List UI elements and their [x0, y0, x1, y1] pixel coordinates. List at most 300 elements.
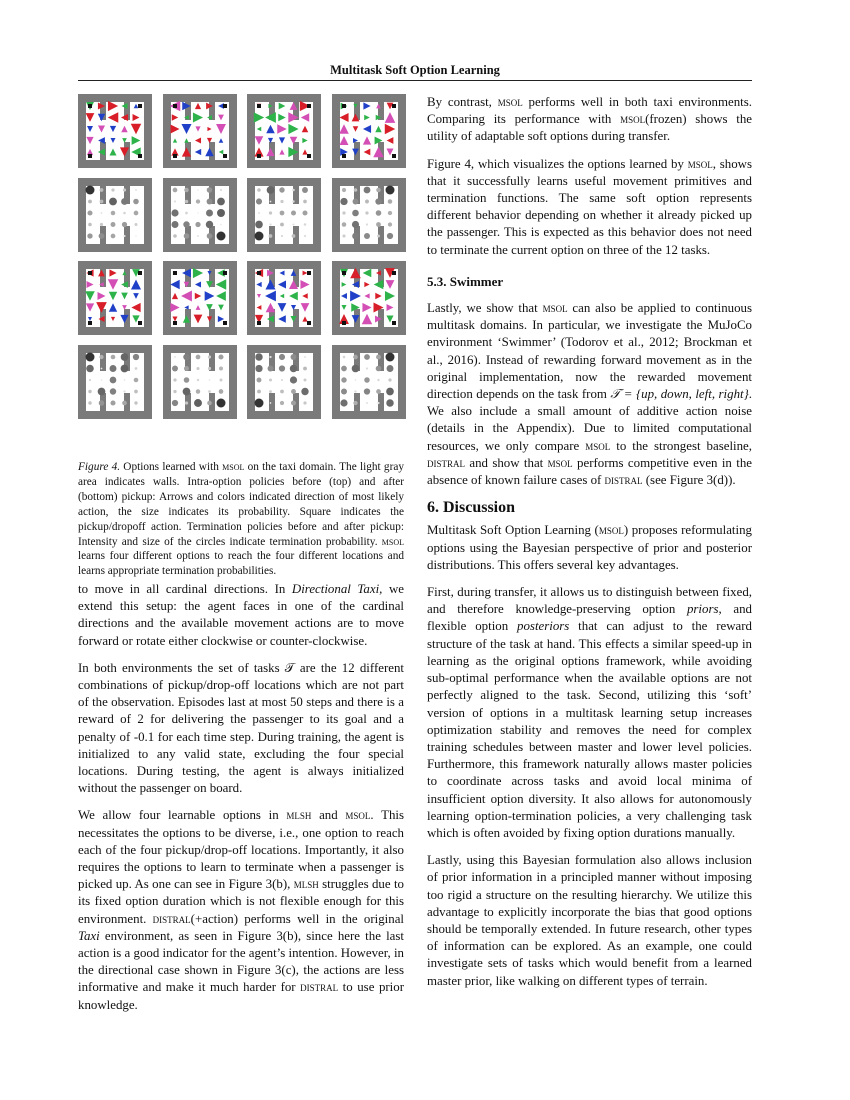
termination-circle [255, 220, 263, 228]
text: ) proposes reformulating options using the Bayesian perspective of prior and posterior distributions. This offers several key advantages. [427, 523, 752, 572]
termination-circle [365, 211, 368, 214]
termination-circle [173, 234, 177, 238]
right-column [427, 94, 752, 1000]
termination-circle [87, 210, 92, 215]
caption-msol: msol [222, 461, 245, 473]
paragraph [427, 522, 752, 574]
termination-circle [387, 199, 392, 204]
text: that can adjust to the reward structure of the task at hand. This effects a similar speed-up in learning as the original options framework, while avoiding sub-optimal performance when the available options are not perfectly aligned to the task. Second, utilizing this ‘soft’ version of options in a multitask learning setup increases optimization stability and removes the need for complex training schedules between master and lower level policies. Furthermore, this framework naturally allows master policies to coordinate across tasks and avoid local minima of insufficient option diversity. It also allows for autonomously learning option-termination policies, a very challenging task which is often avoided by fixing option durations manually. [427, 619, 753, 840]
termination-circle [341, 377, 346, 382]
termination-circle [279, 187, 284, 192]
termination-circle [269, 378, 272, 381]
termination-circle [363, 186, 370, 193]
termination-circle [291, 354, 297, 360]
termination-circle [376, 354, 381, 359]
termination-circle [184, 199, 188, 203]
termination-circle [174, 356, 176, 358]
termination-circle [292, 200, 294, 202]
termination-circle [86, 364, 94, 372]
paragraph [427, 94, 752, 146]
termination-circle [216, 231, 225, 240]
termination-circle [280, 400, 284, 404]
text: (frozen) shows the utility of adaptable soft options during transfer. [427, 112, 752, 144]
termination-circle [290, 376, 297, 383]
termination-circle [388, 378, 391, 381]
termination-circle [171, 399, 177, 405]
termination-circle [99, 354, 103, 358]
termination-circle [280, 222, 284, 226]
text: environment, as seen in Figure 3(b), since here the last action is a good indicator for the agent’s intention. However, in the directional case shown in Figure 3(c), the actions are less informative and make it much harder for [78, 928, 404, 995]
termination-circle [99, 400, 105, 406]
pickup-square [88, 321, 92, 325]
termination-circle [340, 197, 347, 204]
termination-circle [109, 197, 117, 205]
msol: msol [345, 808, 371, 823]
distral: distral [152, 911, 191, 926]
taxi-panel [332, 345, 406, 419]
termination-circle [269, 355, 271, 357]
termination-circle [303, 378, 306, 381]
pickup-square [88, 104, 92, 108]
termination-circle [219, 366, 223, 370]
termination-circle [269, 211, 272, 214]
termination-circle [364, 377, 369, 382]
termination-circle [386, 399, 393, 406]
termination-circle [123, 234, 125, 236]
termination-circle [281, 234, 283, 236]
termination-circle [196, 366, 199, 369]
taxi-panel [163, 178, 237, 252]
termination-circle [352, 232, 359, 239]
pickup-square [138, 271, 142, 275]
termination-circle [354, 390, 356, 392]
text: (+action) performs well in the original [190, 911, 404, 926]
running-title: Multitask Soft Option Learning [330, 63, 500, 77]
taxi-panel [163, 345, 237, 419]
distral: distral [604, 473, 643, 488]
termination-circle [100, 222, 103, 225]
termination-circle [255, 353, 262, 360]
emphasis: posteriors [517, 619, 570, 634]
termination-circle [182, 387, 190, 395]
msol: msol [542, 301, 568, 316]
pickup-square [392, 271, 396, 275]
distral: distral [427, 455, 465, 470]
termination-circle [89, 378, 91, 380]
pickup-square [257, 154, 261, 158]
termination-circle [183, 377, 189, 383]
emphasis: priors [686, 602, 719, 617]
termination-circle [111, 222, 116, 227]
termination-circle [281, 378, 283, 380]
termination-circle [135, 235, 137, 237]
termination-circle [386, 365, 393, 372]
pickup-square [392, 104, 396, 108]
termination-circle [304, 234, 306, 236]
pickup-square [342, 154, 346, 158]
termination-circle [340, 399, 347, 406]
text: . This necessitates the options to be diverse, i.e., one option to reach each of the four pickup/drop-off locations. Importantly, it also requires the options to learn to terminate when a passenger is picked up. As one can see in Figure 3(b), [78, 808, 404, 892]
termination-circle [219, 188, 221, 190]
termination-circle [301, 387, 308, 394]
termination-circle [353, 188, 357, 192]
termination-circle [206, 198, 212, 204]
termination-circle [206, 209, 213, 216]
termination-circle [218, 354, 223, 359]
termination-circle [377, 401, 379, 403]
termination-circle [255, 231, 264, 240]
pickup-square [223, 271, 227, 275]
termination-circle [385, 352, 394, 361]
termination-circle [341, 187, 345, 191]
termination-circle [183, 353, 190, 360]
termination-circle [121, 353, 129, 361]
pickup-square [257, 321, 261, 325]
termination-circle [255, 364, 262, 371]
termination-circle [172, 365, 178, 371]
caption-text: on the taxi domain. The light gray area indicates walls. Intra-option policies before (top) and after (bottom) pickup: Arrows and colors indicated direction of most likely action, the size indicates its probability. Square indicates the pickup/dropoff action. Termination policies before and after pickup: Intensity and size of the circles indicate termination probability. [78, 461, 404, 548]
termination-circle [173, 200, 175, 202]
termination-circle [195, 199, 199, 203]
termination-circle [292, 223, 294, 225]
termination-circle [208, 390, 211, 393]
taxi-panel [332, 178, 406, 252]
paragraph [427, 300, 752, 489]
termination-circle [88, 401, 91, 404]
termination-circle [121, 364, 129, 372]
termination-circle [100, 188, 104, 192]
termination-circle [110, 365, 117, 372]
termination-circle [207, 355, 210, 358]
termination-circle [88, 199, 92, 203]
termination-circle [195, 354, 200, 359]
pickup-square [173, 321, 177, 325]
pickup-square [88, 271, 92, 275]
termination-circle [171, 220, 178, 227]
text: (see Figure 3(d)). [642, 473, 736, 488]
termination-circle [123, 188, 126, 191]
caption-text: learns four different options to reach the four different locations and learns appropriate termination probabilities. [78, 550, 404, 578]
text: , shows that it successfully learns useful movement primitives and termination functions. The same soft option represents different behavior depending on whether it already picked up the passenger. This is expected as this behavior does not need to terminate the current option on three of the 12 tasks. [427, 156, 753, 257]
taxi-panel [332, 261, 406, 335]
termination-circle [173, 389, 176, 392]
pickup-square [173, 271, 177, 275]
termination-circle [122, 221, 127, 226]
termination-circle [365, 223, 367, 225]
termination-circle [279, 353, 285, 359]
msol: msol [687, 156, 713, 171]
pickup-square [88, 154, 92, 158]
termination-circle [217, 209, 225, 217]
termination-circle [385, 185, 394, 194]
termination-circle [257, 377, 262, 382]
pickup-square [257, 271, 261, 275]
termination-circle [351, 364, 359, 372]
termination-circle [291, 400, 296, 405]
termination-circle [387, 210, 391, 214]
pickup-square [307, 271, 311, 275]
termination-circle [122, 400, 127, 405]
termination-circle [86, 185, 95, 194]
header-rule [78, 80, 752, 81]
termination-circle [353, 354, 358, 359]
termination-circle [205, 220, 212, 227]
termination-circle [135, 223, 138, 226]
termination-circle [218, 389, 223, 394]
termination-circle [121, 198, 128, 205]
figure-4-grid [78, 94, 404, 416]
termination-circle [111, 233, 116, 238]
text: , we extend this setup: the agent faces in one of the cardinal directions and the available movement actions are to move forward or rotate either clockwise or counter-clockwise. [78, 582, 404, 648]
termination-circle [258, 212, 260, 214]
taxi-panel [78, 261, 152, 335]
termination-circle [365, 401, 367, 403]
termination-circle [206, 187, 212, 193]
text: Figure 4, which visualizes the options learned by [427, 156, 688, 171]
termination-circle [270, 200, 272, 202]
termination-circle [353, 400, 357, 404]
termination-circle [183, 233, 189, 239]
termination-circle [351, 220, 358, 227]
termination-circle [196, 234, 198, 236]
termination-circle [101, 212, 103, 214]
taxi-panel [78, 94, 152, 168]
termination-circle [280, 210, 285, 215]
termination-circle [88, 389, 91, 392]
termination-circle [342, 211, 345, 214]
termination-circle [216, 398, 225, 407]
termination-circle [135, 189, 137, 191]
taxi-panel [332, 94, 406, 168]
termination-circle [256, 198, 262, 204]
termination-circle [111, 354, 116, 359]
msol: msol [585, 438, 611, 453]
pickup-square [307, 104, 311, 108]
pickup-square [342, 104, 346, 108]
text: , and flexible option [427, 602, 752, 634]
termination-circle [303, 199, 307, 203]
termination-circle [304, 356, 306, 358]
left-column [78, 581, 404, 1024]
taxi-panel [247, 178, 321, 252]
termination-circle [292, 234, 296, 238]
termination-circle [269, 234, 273, 238]
termination-circle [340, 388, 346, 394]
termination-circle [86, 352, 95, 361]
taxi-panel [247, 94, 321, 168]
termination-circle [342, 355, 345, 358]
termination-circle [375, 210, 381, 216]
termination-circle [303, 401, 306, 404]
termination-circle [270, 402, 272, 404]
paragraph [78, 581, 404, 650]
taxi-panel [163, 94, 237, 168]
termination-circle [87, 233, 92, 238]
paragraph: In both environments the set of tasks 𝒯 are the 12 different combinations of pickup/drop-off locations which are not part of the observation. Episodes last at most 50 steps and there is a reward of 2 for delivering the passenger to its goal and a penalty of -0.1 for each time step. During training, the agent is initialized to any valid state, excluding the four special locations. During testing, the agent is always initialized without the passenger on board. [78, 660, 404, 796]
termination-circle [219, 378, 222, 381]
termination-circle [280, 199, 283, 202]
text: to move in all cardinal directions. In [78, 582, 292, 596]
termination-circle [88, 222, 92, 226]
paragraph [427, 156, 752, 259]
termination-circle [269, 390, 272, 393]
termination-circle [196, 378, 199, 381]
text: We allow four learnable options in [78, 808, 287, 823]
paragraph: Lastly, using this Bayesian formulation also allows inclusion of prior information in a principled manner without imposing too rigid a structure on the resulting hierarchy. We utilize this advantage to explicitly incorporate the bias that good options should be temporally extended. In future research, other types of information can be explored. As an example, one could investigate sets of tasks which would benefit from a learned master prior, like walking on different types of terrain. [427, 853, 752, 988]
termination-circle [123, 211, 126, 214]
emphasis: Taxi [78, 928, 100, 943]
termination-circle [302, 187, 308, 193]
section-heading-5-3: 5.3. Swimmer [427, 273, 504, 289]
pickup-square [392, 321, 396, 325]
termination-circle [377, 378, 379, 380]
msol: msol [620, 112, 646, 127]
taxi-panel [78, 178, 152, 252]
termination-circle [386, 232, 392, 238]
text: to use prior knowledge. [78, 980, 404, 1012]
text: performs competitive even in the absence of known failure cases of [427, 455, 752, 488]
text: Multitask Soft Option Learning ( [427, 523, 599, 538]
text: . We also include a small amount of additive action noise (details in the Appendix). Due to limited computational resources, we only compare [427, 387, 752, 453]
pickup-square [138, 154, 142, 158]
pickup-square [173, 154, 177, 158]
termination-circle [304, 223, 307, 226]
text: Lastly, we show that [427, 301, 543, 316]
text: By contrast, [427, 95, 498, 109]
termination-circle [255, 398, 264, 407]
termination-circle [195, 221, 200, 226]
termination-circle [134, 389, 138, 393]
pickup-square [342, 271, 346, 275]
termination-circle [101, 367, 103, 369]
termination-circle [172, 187, 177, 192]
mlsh: mlsh [286, 808, 312, 823]
msol: msol [547, 455, 573, 470]
caption-msol: msol [381, 535, 404, 548]
termination-circle [303, 210, 308, 215]
termination-circle [197, 212, 199, 214]
termination-circle [257, 188, 261, 192]
termination-circle [134, 401, 137, 404]
taxi-panel [78, 345, 152, 419]
taxi-panel [163, 261, 237, 335]
termination-circle [208, 379, 210, 381]
math: 𝒯 = {up, down, left, right} [610, 387, 749, 402]
termination-circle [133, 353, 139, 359]
termination-circle [133, 198, 139, 204]
pickup-square [138, 104, 142, 108]
taxi-panel [247, 345, 321, 419]
termination-circle [363, 232, 369, 238]
text: First, during transfer, it allows us to distinguish between fixed, and therefore knowledge-preserving option [427, 585, 752, 617]
termination-circle [185, 211, 188, 214]
text: to the strongest baseline, [610, 438, 753, 453]
pickup-square [173, 104, 177, 108]
termination-circle [280, 389, 284, 393]
pickup-square [138, 321, 142, 325]
termination-circle [101, 379, 103, 381]
termination-circle [184, 187, 189, 192]
paragraph [78, 807, 404, 1013]
text: and show that [465, 455, 548, 470]
termination-circle [352, 209, 359, 216]
section-heading-6: 6. Discussion [427, 499, 516, 517]
termination-circle [376, 389, 381, 394]
pickup-square [223, 321, 227, 325]
termination-circle [290, 364, 297, 371]
termination-circle [217, 197, 225, 205]
termination-circle [206, 233, 212, 239]
termination-circle [134, 377, 139, 382]
emphasis: Directional Taxi [291, 582, 380, 596]
termination-circle [365, 367, 367, 369]
termination-circle [303, 366, 307, 370]
termination-circle [257, 389, 261, 393]
termination-circle [183, 365, 188, 370]
termination-circle [134, 210, 139, 215]
termination-circle [386, 387, 394, 395]
text: performs well in both taxi environments. Comparing its performance with [427, 95, 752, 127]
termination-circle [279, 365, 285, 371]
termination-circle [111, 188, 114, 191]
msol: msol [598, 523, 624, 538]
termination-circle [375, 198, 381, 204]
distral: distral [300, 980, 339, 995]
termination-circle [111, 210, 116, 215]
termination-circle [377, 234, 380, 237]
msol: msol [497, 95, 523, 109]
termination-circle [197, 189, 199, 191]
pickup-square [392, 154, 396, 158]
termination-circle [364, 354, 370, 360]
termination-circle [363, 388, 369, 394]
termination-circle [98, 387, 106, 395]
text: and [311, 808, 346, 823]
termination-circle [194, 399, 202, 407]
termination-circle [291, 210, 296, 215]
termination-circle [291, 389, 296, 394]
termination-circle [220, 223, 222, 225]
termination-circle [341, 222, 346, 227]
paragraph [427, 584, 752, 842]
termination-circle [207, 366, 210, 369]
termination-circle [354, 379, 356, 381]
termination-circle [342, 234, 345, 237]
termination-circle [171, 209, 178, 216]
termination-circle [292, 188, 295, 191]
termination-circle [135, 367, 138, 370]
termination-circle [267, 186, 275, 194]
termination-circle [184, 401, 187, 404]
termination-circle [352, 198, 358, 204]
termination-circle [110, 376, 117, 383]
taxi-panel [247, 261, 321, 335]
text: struggles due to its fixed option duration which is not flexible enough for this environment. [78, 877, 404, 926]
termination-circle [387, 222, 391, 226]
termination-circle [207, 400, 212, 405]
mlsh: mlsh [293, 877, 319, 892]
pickup-square [307, 154, 311, 158]
pickup-square [307, 321, 311, 325]
figure-label: Figure 4. [78, 461, 121, 473]
termination-circle [123, 390, 125, 392]
text: can also be applied to continuous multitask domains. In particular, we investigate the MuJoCo environment ‘Swimmer’ (Todorov et al., 2012; Brockman et al., 2016). Instead of rewarding forward movement as in the original implementation, now the rewarded movement direction depends on the task from [427, 301, 752, 402]
pickup-square [342, 321, 346, 325]
termination-circle [124, 379, 126, 381]
termination-circle [376, 222, 381, 227]
termination-circle [110, 400, 115, 405]
termination-circle [183, 221, 189, 227]
